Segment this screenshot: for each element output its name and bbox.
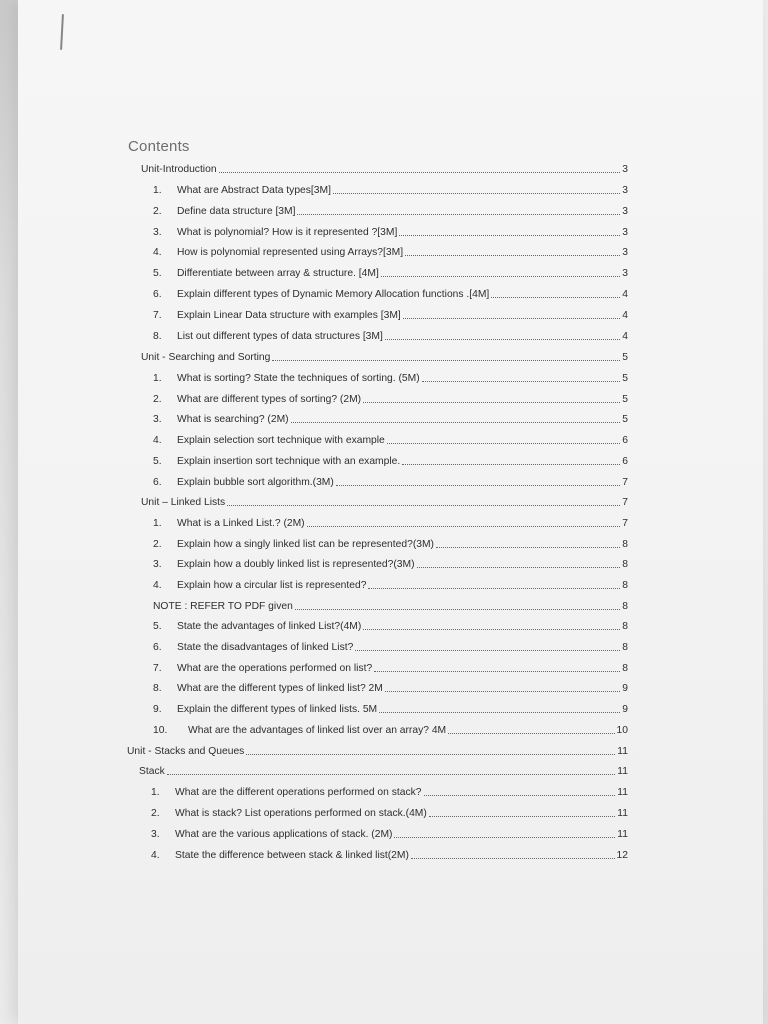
toc-entry	[153, 431, 628, 447]
toc-entry	[153, 369, 628, 385]
entry-page-number: 3	[622, 206, 628, 217]
entry-number: 3.	[153, 559, 162, 570]
dot-leader	[297, 214, 620, 215]
toc-entry	[153, 514, 628, 530]
dot-leader	[167, 774, 616, 775]
dot-leader	[491, 297, 620, 298]
entry-page-number: 3	[622, 185, 628, 196]
entry-title: Explain insertion sort technique with an example.	[177, 456, 401, 467]
entry-page-number: 6	[622, 435, 628, 446]
dot-leader	[403, 318, 620, 319]
toc-entry	[153, 202, 628, 218]
entry-title: Explain how a doubly linked list is represented?(3M)	[177, 559, 415, 570]
entry-title: How is polynomial represented using Arrays?[3M]	[177, 247, 404, 258]
entry-page-number: 6	[622, 456, 628, 467]
entry-page-number: 3	[622, 247, 628, 258]
dot-leader	[429, 816, 615, 817]
dot-leader	[336, 485, 620, 486]
entry-page-number: 8	[622, 663, 628, 674]
toc-entry	[153, 410, 628, 426]
entry-title: What are the various applications of stack. (2M)	[175, 829, 393, 840]
entry-page-number: 5	[622, 352, 628, 363]
entry-number: 1.	[153, 518, 162, 529]
entry-number: 2.	[153, 206, 162, 217]
toc-entry	[151, 825, 628, 841]
dot-leader	[422, 381, 621, 382]
contents-heading: Contents	[128, 138, 190, 155]
entry-title: Unit – Linked Lists	[141, 497, 226, 508]
dot-leader	[424, 795, 616, 796]
entry-title: What are the different operations performed on stack?	[175, 787, 422, 798]
entry-number: 2.	[151, 808, 160, 819]
entry-page-number: 4	[622, 289, 628, 300]
toc-entry	[153, 597, 628, 613]
dot-leader	[417, 567, 621, 568]
dot-leader	[385, 339, 620, 340]
toc-entry	[153, 679, 628, 695]
entry-number: 3.	[153, 414, 162, 425]
entry-number: 7.	[153, 310, 162, 321]
toc-entry	[153, 700, 628, 716]
dot-leader	[379, 712, 620, 713]
dot-leader	[227, 505, 620, 506]
toc-entry	[141, 160, 628, 176]
toc-entry	[153, 659, 628, 675]
entry-title: What is sorting? State the techniques of sorting. (5M)	[177, 373, 420, 384]
entry-title: Explain selection sort technique with example	[177, 435, 385, 446]
toc-entry	[153, 473, 628, 489]
dot-leader	[399, 235, 620, 236]
entry-page-number: 8	[622, 642, 628, 653]
entry-title: State the advantages of linked List?(4M)	[177, 621, 362, 632]
toc-entry	[151, 846, 628, 862]
entry-title: Explain bubble sort algorithm.(3M)	[177, 477, 334, 488]
entry-title: NOTE : REFER TO PDF given	[153, 601, 293, 612]
entry-number: 4.	[151, 850, 160, 861]
entry-page-number: 8	[622, 580, 628, 591]
toc-entry	[153, 285, 628, 301]
entry-page-number: 12	[616, 850, 628, 861]
entry-number: 6.	[153, 477, 162, 488]
entry-page-number: 7	[622, 518, 628, 529]
dot-leader	[374, 671, 620, 672]
entry-title: What is a Linked List.? (2M)	[177, 518, 305, 529]
entry-page-number: 3	[622, 164, 628, 175]
entry-title: Differentiate between array & structure. [4M]	[177, 268, 379, 279]
entry-title: Explain the different types of linked lists. 5M	[177, 704, 378, 715]
dot-leader	[402, 464, 620, 465]
entry-title: What are different types of sorting? (2M)	[177, 394, 362, 405]
toc-entry	[153, 638, 628, 654]
entry-number: 5.	[153, 456, 162, 467]
dot-leader	[385, 691, 620, 692]
entry-number: 1.	[153, 373, 162, 384]
entry-number: 5.	[153, 268, 162, 279]
toc-entry	[151, 804, 628, 820]
entry-title: Unit-Introduction	[141, 164, 217, 175]
toc-entry	[139, 762, 628, 778]
toc-entry	[153, 390, 628, 406]
entry-title: Explain how a circular list is represented?	[177, 580, 367, 591]
entry-page-number: 10	[616, 725, 628, 736]
entry-number: 4.	[153, 435, 162, 446]
entry-page-number: 11	[617, 766, 628, 777]
entry-title: State the disadvantages of linked List?	[177, 642, 354, 653]
dot-leader	[436, 547, 620, 548]
toc-entry	[153, 327, 628, 343]
entry-title: Unit - Searching and Sorting	[141, 352, 271, 363]
entry-page-number: 3	[622, 268, 628, 279]
entry-title: What is polynomial? How is it represented ?[3M]	[177, 227, 398, 238]
entry-number: 2.	[153, 394, 162, 405]
entry-title: What are the advantages of linked list over an array? 4M	[188, 725, 447, 736]
entry-page-number: 11	[617, 746, 628, 757]
dot-leader	[295, 609, 620, 610]
toc-entry	[153, 452, 628, 468]
entry-title: Unit - Stacks and Queues	[127, 746, 245, 757]
dot-leader	[363, 629, 620, 630]
entry-number: 8.	[153, 331, 162, 342]
entry-page-number: 8	[622, 621, 628, 632]
entry-title: What is searching? (2M)	[177, 414, 289, 425]
entry-page-number: 7	[622, 477, 628, 488]
toc-entry	[153, 306, 628, 322]
toc-entry	[141, 348, 628, 364]
dot-leader	[246, 754, 615, 755]
entry-title: Explain how a singly linked list can be represented?(3M)	[177, 539, 434, 550]
entry-page-number: 11	[617, 808, 628, 819]
entry-number: 4.	[153, 247, 162, 258]
entry-number: 3.	[151, 829, 160, 840]
dot-leader	[355, 650, 620, 651]
entry-title: Define data structure [3M]	[177, 206, 296, 217]
entry-number: 4.	[153, 580, 162, 591]
entry-number: 1.	[151, 787, 160, 798]
toc-entry	[153, 535, 628, 551]
dot-leader	[291, 422, 621, 423]
dot-leader	[411, 858, 615, 859]
dot-leader	[448, 733, 614, 734]
entry-title: What are the operations performed on list?	[177, 663, 373, 674]
entry-number: 3.	[153, 227, 162, 238]
dot-leader	[307, 526, 621, 527]
toc-entry	[141, 493, 628, 509]
entry-page-number: 5	[622, 373, 628, 384]
entry-page-number: 9	[622, 704, 628, 715]
entry-title: What are the different types of linked list? 2M	[177, 683, 383, 694]
toc-entry	[153, 181, 628, 197]
entry-number: 9.	[153, 704, 162, 715]
entry-number: 8.	[153, 683, 162, 694]
entry-page-number: 4	[622, 310, 628, 321]
toc-entry	[153, 555, 628, 571]
toc-entry	[153, 243, 628, 259]
toc-entry	[153, 617, 628, 633]
entry-page-number: 11	[617, 829, 628, 840]
entry-number: 6.	[153, 289, 162, 300]
dot-leader	[368, 588, 620, 589]
entry-page-number: 4	[622, 331, 628, 342]
toc-entry	[153, 721, 628, 737]
entry-title: Stack	[139, 766, 165, 777]
toc-entry	[151, 783, 628, 799]
entry-title: What is stack? List operations performed on stack.(4M)	[175, 808, 427, 819]
entry-title: State the difference between stack & linked list(2M)	[175, 850, 409, 861]
dot-leader	[394, 837, 615, 838]
entry-page-number: 11	[617, 787, 628, 798]
entry-page-number: 3	[622, 227, 628, 238]
entry-number: 2.	[153, 539, 162, 550]
entry-page-number: 8	[622, 601, 628, 612]
entry-title: Explain different types of Dynamic Memory Allocation functions .[4M]	[177, 289, 490, 300]
entry-page-number: 7	[622, 497, 628, 508]
entry-number: 10.	[153, 725, 168, 736]
toc-entry	[153, 223, 628, 239]
entry-title: What are Abstract Data types[3M]	[177, 185, 331, 196]
dot-leader	[363, 402, 620, 403]
entry-page-number: 8	[622, 539, 628, 550]
entry-page-number: 9	[622, 683, 628, 694]
toc-entry	[127, 742, 628, 758]
dot-leader	[405, 255, 620, 256]
dot-leader	[333, 193, 620, 194]
entry-number: 7.	[153, 663, 162, 674]
entry-number: 5.	[153, 621, 162, 632]
entry-title: Explain Linear Data structure with examples [3M]	[177, 310, 401, 321]
dot-leader	[387, 443, 620, 444]
entry-number: 6.	[153, 642, 162, 653]
entry-title: List out different types of data structures [3M]	[177, 331, 383, 342]
dot-leader	[381, 276, 620, 277]
entry-page-number: 5	[622, 394, 628, 405]
entry-page-number: 5	[622, 414, 628, 425]
dot-leader	[219, 172, 621, 173]
entry-number: 1.	[153, 185, 162, 196]
entry-page-number: 8	[622, 559, 628, 570]
dot-leader	[272, 360, 620, 361]
toc-entry	[153, 576, 628, 592]
toc-entry	[153, 264, 628, 280]
